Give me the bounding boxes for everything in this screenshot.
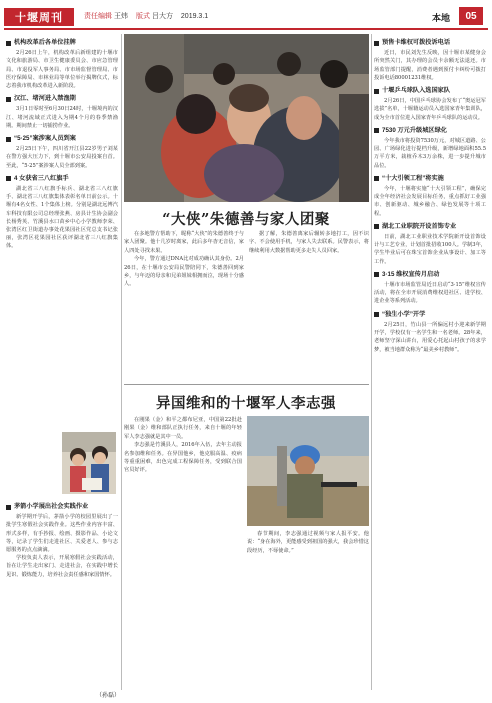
editor-credits [84, 11, 208, 21]
article-title-reunion: “大侠”朱德善与家人团聚 [162, 211, 330, 228]
header-rule [4, 28, 488, 30]
right-column [374, 34, 486, 690]
soldier-photo [247, 416, 369, 526]
article-body-reunion: 在多地警方帮助下，昵称“大侠”的朱德善终于与家人团聚。他十几岁时离家，此后多年杳无音信，家人四处寻找未果。 今年，警方通过DNA比对成功确认其身份。2月26日，在十堰市公安局民警陪同下，朱德善回到家乡，与年迈的母亲和兄弟姐妹相拥而泣，现场十分感人。 [124, 231, 244, 288]
children-photo [62, 432, 116, 494]
news-heading: 汉江、堵河进入禁渔期 [6, 95, 118, 103]
issue-date: 2019.3.1 [180, 13, 209, 20]
editor-label: 责任编辑 [84, 13, 112, 20]
news-body: 3月1日零时至6月30日24时，十堰境内的汉江、堵河流域正式进入为期4个月的春季禁渔期。期间禁止一切捕捞作业。 [6, 106, 118, 129]
news-body: 今年，十堰将实施“十大引领工程”，确保完成全年经济社会发展目标任务，重点抓好工业强市、创新驱动、城乡融合、绿色发展等十项工程。 [374, 186, 486, 217]
news-heading: “十大引领工程”将实施 [374, 175, 486, 183]
news-body: 学校负责人表示，开展寒假社会实践活动，旨在让学生走出家门、走进社会，在实践中增长见识、锻炼能力，培养社会责任感和家国情怀。 [6, 555, 118, 578]
news-heading: “独生小学”开学 [374, 311, 486, 319]
news-body: 湖北省三八红旗手标兵、湖北省三八红旗手、湖北省三八红旗集体表彰名单日前公示。十堰有4名女性、1个集体上榜。分别是湖北远博汽车科技有限公司总经理张燕、房县计生协会副会长杨秀英、竹溪县水口苗乡中心小学教师李荣、张湾区红卫街道办事处花果园社区党总支书记张丽，张湾区花果园社区获评湖北省三八红旗集体。 [6, 186, 118, 250]
news-heading: 机构改革后各单位挂牌 [6, 39, 118, 47]
masthead: 十堰周刊 [4, 8, 74, 26]
column-divider [371, 34, 372, 690]
designer-name: 吕大方 [151, 13, 173, 20]
page-number: 05 [459, 7, 483, 25]
news-heading: 7530 万元升级城区绿化 [374, 127, 486, 135]
author-note: （孙磊） [96, 693, 121, 699]
news-body: 日前，湖北工业职业技术学院新开设首饰设计与工艺专业，计划首批招收100人。学制3年，学生毕业后可在珠宝首饰企业从事设计、加工等工作。 [374, 234, 486, 265]
news-heading: 十堰乒乓球队入选国家队 [374, 87, 486, 95]
news-body: 新学期开学后，茅箭小学的校园里展出了一批学生寒假社会实践作业。这些作业内容丰富、形式多样，有手抄报、绘画、摄影作品、小论文等，记录了学生们走进社区、关爱老人、参与志愿服务的点点滴滴。 [6, 514, 118, 554]
news-heading: 湖北工业职院开设首饰专业 [374, 223, 486, 231]
article-body-reunion: 据了解，朱德善离家后辗转多地打工，因不识字、不会使用手机，与家人失去联系。民警表示，将继续利用大数据帮助更多走失人员回家。 [249, 231, 369, 254]
section-label: 本地 [432, 13, 451, 23]
news-body: 2月25日，竹山县一所偏远村小迎来新学期开学，学校仅有一名学生和一名老师。28年来，老师坚守深山讲台，用爱心托起山村孩子的求学梦，被当地群众称为“最美乡村教师”。 [374, 321, 486, 353]
news-body: 十堰市市场监管局近日启动“3·15”维权宣传活动，将在全市开展消费维权进社区、进学校、进企业等系列活动。 [374, 282, 486, 305]
article-body-peacekeeper: 在刚果（金）和平之都布尼亚，中国第22批赴刚果（金）维和部队正执行任务，来自十堰的年轻军人李志强就是其中一员。 李志强是竹溪县人，2016年入伍，去年主动报名参加维和任务。在异国他乡，他克服高温、疫病等重重困难，出色完成工程保障任务，受到联合国官员好评。 [124, 417, 242, 474]
news-heading: 预售卡维权可拨投诉电话 [374, 39, 486, 47]
news-body: 2月26日上午，机构改革后新组建的十堰市文化和旅游局、市卫生健康委员会、市应急管理局、市退役军人事务局、市市场监督管理局、市医疗保障局、市林业局等单位举行揭牌仪式，标志着我市机构改革进入新阶段。 [6, 50, 118, 90]
column-divider [121, 34, 122, 690]
news-heading: 3·15 维权宣传月启动 [374, 271, 486, 279]
left-column [6, 34, 118, 474]
section-divider [124, 384, 369, 385]
news-body: 2月25日下午，四川省开江县22岁男子刘某在警方强大压力下，到十堰市公安局投案自首。至此，“5·25”案涉案人员全部到案。 [6, 146, 118, 169]
news-heading: “5·25”案涉案人员到案 [6, 135, 118, 143]
designer-label: 版式 [135, 13, 150, 20]
news-body: 2月26日，中国乒乓球协会发布了“奥运冠军选拔”名单，十堰籍运动员入选国家青年集训队，成为全市首位进入国家青年乒乓球队的运动员。 [374, 98, 486, 121]
left-column-bottom [6, 498, 118, 694]
news-body: 今年我市将投资7530万元，对城区道路、公园、广场绿化进行提档升级，新增绿地面积55.5万平方米，栽植乔木3万余株，进一步提升城市品位。 [374, 138, 486, 169]
reunion-photo [124, 34, 369, 202]
news-body: 近日，市民刘先生反映，因十堰市某健身会所突然关门，其办理的会员卡余额无法退还。市场监管部门提醒，消费者遇到预付卡纠纷可拨打投诉电话80001231维权。 [374, 50, 486, 81]
editor-name: 王炜 [114, 13, 128, 20]
news-heading: 茅箭小学展出社会实践作业 [6, 503, 118, 511]
article-body-peacekeeper: 春节期间，李志强通过视频与家人报平安。他说：“身在海外，更能感受到祖国的强大，我会珍惜这段经历，不辱使命。” [247, 531, 369, 554]
news-heading: 4 女获省三八红旗手 [6, 175, 118, 183]
article-title-peacekeeper: 异国维和的十堰军人李志强 [156, 395, 336, 412]
